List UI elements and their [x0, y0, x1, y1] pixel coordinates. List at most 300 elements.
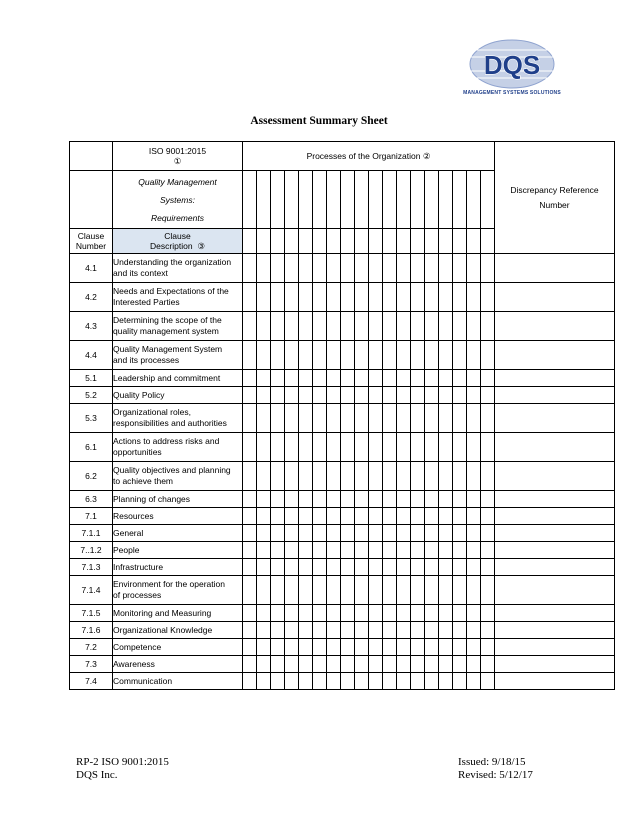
process-check-cell[interactable]: [439, 542, 453, 559]
process-check-cell[interactable]: [299, 673, 313, 690]
process-column-cell[interactable]: [397, 171, 411, 229]
process-check-cell[interactable]: [397, 605, 411, 622]
process-check-cell[interactable]: [257, 673, 271, 690]
process-check-cell[interactable]: [257, 639, 271, 656]
process-check-cell[interactable]: [271, 370, 285, 387]
process-check-cell[interactable]: [425, 542, 439, 559]
process-check-cell[interactable]: [481, 404, 495, 433]
process-check-cell[interactable]: [481, 576, 495, 605]
process-check-cell[interactable]: [313, 576, 327, 605]
process-check-cell[interactable]: [327, 525, 341, 542]
discrepancy-reference-cell[interactable]: [495, 576, 615, 605]
process-check-cell[interactable]: [257, 576, 271, 605]
process-check-cell[interactable]: [425, 576, 439, 605]
process-check-cell[interactable]: [453, 656, 467, 673]
discrepancy-reference-cell[interactable]: [495, 639, 615, 656]
process-check-cell[interactable]: [271, 433, 285, 462]
process-check-cell[interactable]: [411, 542, 425, 559]
process-check-cell[interactable]: [481, 433, 495, 462]
process-check-cell[interactable]: [453, 433, 467, 462]
discrepancy-reference-cell[interactable]: [495, 312, 615, 341]
process-check-cell[interactable]: [425, 312, 439, 341]
process-check-cell[interactable]: [271, 639, 285, 656]
process-check-cell[interactable]: [243, 525, 257, 542]
process-check-cell[interactable]: [285, 622, 299, 639]
process-check-cell[interactable]: [453, 387, 467, 404]
process-check-cell[interactable]: [341, 312, 355, 341]
process-column-cell[interactable]: [285, 171, 299, 229]
process-check-cell[interactable]: [313, 312, 327, 341]
process-check-cell[interactable]: [313, 656, 327, 673]
process-check-cell[interactable]: [313, 542, 327, 559]
process-check-cell[interactable]: [285, 462, 299, 491]
process-check-cell[interactable]: [481, 462, 495, 491]
process-check-cell[interactable]: [453, 673, 467, 690]
process-column-cell[interactable]: [313, 229, 327, 254]
process-check-cell[interactable]: [383, 525, 397, 542]
process-check-cell[interactable]: [467, 433, 481, 462]
process-check-cell[interactable]: [243, 312, 257, 341]
process-check-cell[interactable]: [383, 341, 397, 370]
process-check-cell[interactable]: [271, 341, 285, 370]
discrepancy-reference-cell[interactable]: [495, 542, 615, 559]
process-column-cell[interactable]: [453, 229, 467, 254]
process-column-cell[interactable]: [411, 229, 425, 254]
process-check-cell[interactable]: [481, 312, 495, 341]
process-check-cell[interactable]: [271, 254, 285, 283]
process-check-cell[interactable]: [257, 462, 271, 491]
process-column-cell[interactable]: [397, 229, 411, 254]
process-check-cell[interactable]: [383, 508, 397, 525]
process-check-cell[interactable]: [369, 576, 383, 605]
process-check-cell[interactable]: [397, 491, 411, 508]
process-check-cell[interactable]: [257, 525, 271, 542]
process-check-cell[interactable]: [397, 622, 411, 639]
process-check-cell[interactable]: [299, 283, 313, 312]
process-check-cell[interactable]: [439, 525, 453, 542]
process-check-cell[interactable]: [439, 639, 453, 656]
process-check-cell[interactable]: [411, 387, 425, 404]
process-check-cell[interactable]: [467, 370, 481, 387]
discrepancy-reference-cell[interactable]: [495, 341, 615, 370]
process-check-cell[interactable]: [313, 404, 327, 433]
process-check-cell[interactable]: [327, 559, 341, 576]
process-check-cell[interactable]: [257, 254, 271, 283]
process-check-cell[interactable]: [313, 673, 327, 690]
process-check-cell[interactable]: [327, 576, 341, 605]
process-check-cell[interactable]: [481, 656, 495, 673]
process-check-cell[interactable]: [355, 312, 369, 341]
discrepancy-reference-cell[interactable]: [495, 387, 615, 404]
process-check-cell[interactable]: [341, 559, 355, 576]
process-check-cell[interactable]: [243, 542, 257, 559]
process-check-cell[interactable]: [467, 341, 481, 370]
process-check-cell[interactable]: [355, 622, 369, 639]
process-check-cell[interactable]: [327, 433, 341, 462]
process-check-cell[interactable]: [397, 559, 411, 576]
process-check-cell[interactable]: [299, 341, 313, 370]
process-check-cell[interactable]: [425, 283, 439, 312]
process-column-cell[interactable]: [341, 229, 355, 254]
process-check-cell[interactable]: [467, 542, 481, 559]
process-check-cell[interactable]: [453, 312, 467, 341]
process-check-cell[interactable]: [453, 542, 467, 559]
process-check-cell[interactable]: [243, 370, 257, 387]
process-check-cell[interactable]: [481, 622, 495, 639]
process-check-cell[interactable]: [411, 312, 425, 341]
process-check-cell[interactable]: [467, 254, 481, 283]
process-column-cell[interactable]: [355, 171, 369, 229]
process-check-cell[interactable]: [355, 462, 369, 491]
process-check-cell[interactable]: [271, 656, 285, 673]
process-column-cell[interactable]: [327, 229, 341, 254]
process-check-cell[interactable]: [299, 559, 313, 576]
process-check-cell[interactable]: [467, 576, 481, 605]
process-check-cell[interactable]: [355, 559, 369, 576]
process-check-cell[interactable]: [453, 254, 467, 283]
process-check-cell[interactable]: [425, 462, 439, 491]
process-check-cell[interactable]: [467, 673, 481, 690]
process-check-cell[interactable]: [411, 622, 425, 639]
discrepancy-reference-cell[interactable]: [495, 622, 615, 639]
process-check-cell[interactable]: [299, 254, 313, 283]
process-check-cell[interactable]: [285, 491, 299, 508]
process-check-cell[interactable]: [243, 656, 257, 673]
process-check-cell[interactable]: [313, 254, 327, 283]
process-check-cell[interactable]: [271, 312, 285, 341]
process-check-cell[interactable]: [439, 508, 453, 525]
process-column-cell[interactable]: [467, 229, 481, 254]
process-check-cell[interactable]: [369, 525, 383, 542]
process-check-cell[interactable]: [425, 370, 439, 387]
process-check-cell[interactable]: [453, 525, 467, 542]
process-check-cell[interactable]: [355, 341, 369, 370]
process-check-cell[interactable]: [243, 283, 257, 312]
process-check-cell[interactable]: [383, 254, 397, 283]
process-check-cell[interactable]: [327, 254, 341, 283]
process-check-cell[interactable]: [243, 387, 257, 404]
process-check-cell[interactable]: [467, 605, 481, 622]
process-check-cell[interactable]: [453, 508, 467, 525]
process-check-cell[interactable]: [271, 525, 285, 542]
process-check-cell[interactable]: [397, 576, 411, 605]
process-check-cell[interactable]: [257, 656, 271, 673]
process-check-cell[interactable]: [411, 370, 425, 387]
process-check-cell[interactable]: [369, 605, 383, 622]
process-check-cell[interactable]: [369, 656, 383, 673]
process-check-cell[interactable]: [243, 576, 257, 605]
process-column-cell[interactable]: [439, 229, 453, 254]
process-check-cell[interactable]: [481, 542, 495, 559]
process-check-cell[interactable]: [411, 462, 425, 491]
process-check-cell[interactable]: [341, 404, 355, 433]
process-check-cell[interactable]: [327, 491, 341, 508]
process-column-cell[interactable]: [299, 171, 313, 229]
process-check-cell[interactable]: [481, 673, 495, 690]
process-check-cell[interactable]: [285, 542, 299, 559]
process-check-cell[interactable]: [285, 370, 299, 387]
process-check-cell[interactable]: [355, 433, 369, 462]
process-check-cell[interactable]: [271, 559, 285, 576]
process-column-cell[interactable]: [425, 171, 439, 229]
process-check-cell[interactable]: [425, 491, 439, 508]
process-check-cell[interactable]: [369, 491, 383, 508]
process-check-cell[interactable]: [355, 254, 369, 283]
process-check-cell[interactable]: [285, 387, 299, 404]
process-check-cell[interactable]: [369, 639, 383, 656]
process-check-cell[interactable]: [369, 433, 383, 462]
process-check-cell[interactable]: [299, 370, 313, 387]
process-check-cell[interactable]: [355, 508, 369, 525]
process-check-cell[interactable]: [439, 491, 453, 508]
process-check-cell[interactable]: [285, 605, 299, 622]
process-check-cell[interactable]: [411, 559, 425, 576]
process-check-cell[interactable]: [369, 404, 383, 433]
process-check-cell[interactable]: [425, 525, 439, 542]
process-check-cell[interactable]: [383, 656, 397, 673]
process-column-cell[interactable]: [243, 171, 257, 229]
process-check-cell[interactable]: [383, 542, 397, 559]
process-check-cell[interactable]: [243, 508, 257, 525]
process-check-cell[interactable]: [425, 508, 439, 525]
process-check-cell[interactable]: [327, 605, 341, 622]
process-check-cell[interactable]: [411, 605, 425, 622]
process-check-cell[interactable]: [271, 462, 285, 491]
process-check-cell[interactable]: [285, 639, 299, 656]
process-check-cell[interactable]: [299, 605, 313, 622]
process-check-cell[interactable]: [453, 605, 467, 622]
process-check-cell[interactable]: [243, 341, 257, 370]
process-check-cell[interactable]: [285, 312, 299, 341]
process-check-cell[interactable]: [383, 576, 397, 605]
process-check-cell[interactable]: [397, 312, 411, 341]
process-check-cell[interactable]: [439, 576, 453, 605]
process-check-cell[interactable]: [327, 283, 341, 312]
process-check-cell[interactable]: [271, 491, 285, 508]
process-check-cell[interactable]: [397, 341, 411, 370]
process-check-cell[interactable]: [355, 387, 369, 404]
process-check-cell[interactable]: [285, 341, 299, 370]
process-check-cell[interactable]: [327, 404, 341, 433]
process-check-cell[interactable]: [355, 673, 369, 690]
process-check-cell[interactable]: [257, 312, 271, 341]
process-check-cell[interactable]: [341, 387, 355, 404]
process-check-cell[interactable]: [299, 387, 313, 404]
process-check-cell[interactable]: [439, 283, 453, 312]
process-check-cell[interactable]: [425, 387, 439, 404]
process-check-cell[interactable]: [257, 283, 271, 312]
process-check-cell[interactable]: [439, 673, 453, 690]
process-check-cell[interactable]: [327, 673, 341, 690]
process-check-cell[interactable]: [271, 542, 285, 559]
process-check-cell[interactable]: [313, 508, 327, 525]
process-check-cell[interactable]: [271, 508, 285, 525]
process-check-cell[interactable]: [355, 525, 369, 542]
process-check-cell[interactable]: [313, 559, 327, 576]
process-check-cell[interactable]: [411, 341, 425, 370]
discrepancy-reference-cell[interactable]: [495, 525, 615, 542]
process-check-cell[interactable]: [439, 404, 453, 433]
process-check-cell[interactable]: [341, 370, 355, 387]
process-check-cell[interactable]: [369, 254, 383, 283]
process-column-cell[interactable]: [481, 171, 495, 229]
process-check-cell[interactable]: [327, 508, 341, 525]
process-check-cell[interactable]: [481, 559, 495, 576]
process-column-cell[interactable]: [243, 229, 257, 254]
process-check-cell[interactable]: [299, 508, 313, 525]
process-check-cell[interactable]: [313, 622, 327, 639]
process-column-cell[interactable]: [271, 171, 285, 229]
process-check-cell[interactable]: [299, 462, 313, 491]
process-check-cell[interactable]: [299, 433, 313, 462]
process-check-cell[interactable]: [285, 559, 299, 576]
process-check-cell[interactable]: [369, 673, 383, 690]
process-check-cell[interactable]: [439, 656, 453, 673]
process-check-cell[interactable]: [355, 605, 369, 622]
process-check-cell[interactable]: [355, 656, 369, 673]
process-check-cell[interactable]: [313, 433, 327, 462]
process-check-cell[interactable]: [243, 673, 257, 690]
discrepancy-reference-cell[interactable]: [495, 433, 615, 462]
process-check-cell[interactable]: [285, 433, 299, 462]
process-check-cell[interactable]: [257, 433, 271, 462]
process-check-cell[interactable]: [411, 576, 425, 605]
process-check-cell[interactable]: [285, 404, 299, 433]
process-check-cell[interactable]: [467, 559, 481, 576]
process-column-cell[interactable]: [439, 171, 453, 229]
process-check-cell[interactable]: [397, 254, 411, 283]
process-check-cell[interactable]: [271, 622, 285, 639]
process-check-cell[interactable]: [481, 254, 495, 283]
process-check-cell[interactable]: [397, 283, 411, 312]
process-check-cell[interactable]: [439, 462, 453, 491]
process-check-cell[interactable]: [271, 283, 285, 312]
process-check-cell[interactable]: [243, 639, 257, 656]
process-check-cell[interactable]: [425, 656, 439, 673]
process-check-cell[interactable]: [271, 576, 285, 605]
process-check-cell[interactable]: [481, 491, 495, 508]
process-check-cell[interactable]: [313, 341, 327, 370]
process-check-cell[interactable]: [341, 462, 355, 491]
process-check-cell[interactable]: [425, 341, 439, 370]
process-check-cell[interactable]: [383, 462, 397, 491]
process-check-cell[interactable]: [411, 491, 425, 508]
process-check-cell[interactable]: [369, 508, 383, 525]
process-column-cell[interactable]: [467, 171, 481, 229]
process-check-cell[interactable]: [313, 387, 327, 404]
process-check-cell[interactable]: [425, 639, 439, 656]
process-column-cell[interactable]: [453, 171, 467, 229]
process-check-cell[interactable]: [467, 639, 481, 656]
process-check-cell[interactable]: [439, 370, 453, 387]
process-check-cell[interactable]: [341, 433, 355, 462]
process-check-cell[interactable]: [327, 656, 341, 673]
process-check-cell[interactable]: [299, 491, 313, 508]
process-check-cell[interactable]: [383, 491, 397, 508]
process-check-cell[interactable]: [383, 559, 397, 576]
process-check-cell[interactable]: [341, 341, 355, 370]
process-check-cell[interactable]: [397, 433, 411, 462]
process-check-cell[interactable]: [257, 542, 271, 559]
process-check-cell[interactable]: [341, 605, 355, 622]
process-check-cell[interactable]: [369, 283, 383, 312]
process-check-cell[interactable]: [341, 673, 355, 690]
process-check-cell[interactable]: [327, 542, 341, 559]
process-check-cell[interactable]: [257, 370, 271, 387]
process-check-cell[interactable]: [341, 576, 355, 605]
process-check-cell[interactable]: [467, 508, 481, 525]
process-check-cell[interactable]: [369, 542, 383, 559]
process-check-cell[interactable]: [257, 622, 271, 639]
process-check-cell[interactable]: [425, 673, 439, 690]
process-check-cell[interactable]: [313, 283, 327, 312]
process-column-cell[interactable]: [271, 229, 285, 254]
process-check-cell[interactable]: [341, 491, 355, 508]
process-check-cell[interactable]: [285, 576, 299, 605]
process-check-cell[interactable]: [425, 433, 439, 462]
process-check-cell[interactable]: [453, 559, 467, 576]
process-check-cell[interactable]: [467, 622, 481, 639]
process-check-cell[interactable]: [299, 622, 313, 639]
process-check-cell[interactable]: [327, 622, 341, 639]
discrepancy-reference-cell[interactable]: [495, 605, 615, 622]
process-check-cell[interactable]: [369, 462, 383, 491]
discrepancy-reference-cell[interactable]: [495, 673, 615, 690]
process-check-cell[interactable]: [467, 283, 481, 312]
process-check-cell[interactable]: [481, 341, 495, 370]
process-check-cell[interactable]: [467, 491, 481, 508]
process-check-cell[interactable]: [411, 404, 425, 433]
process-check-cell[interactable]: [369, 387, 383, 404]
process-check-cell[interactable]: [243, 433, 257, 462]
process-check-cell[interactable]: [285, 254, 299, 283]
process-check-cell[interactable]: [397, 639, 411, 656]
process-check-cell[interactable]: [299, 525, 313, 542]
process-column-cell[interactable]: [327, 171, 341, 229]
process-check-cell[interactable]: [397, 462, 411, 491]
process-check-cell[interactable]: [411, 254, 425, 283]
process-check-cell[interactable]: [285, 283, 299, 312]
process-check-cell[interactable]: [397, 370, 411, 387]
process-column-cell[interactable]: [369, 229, 383, 254]
process-check-cell[interactable]: [369, 370, 383, 387]
discrepancy-reference-cell[interactable]: [495, 491, 615, 508]
process-check-cell[interactable]: [299, 312, 313, 341]
process-check-cell[interactable]: [327, 370, 341, 387]
process-check-cell[interactable]: [313, 639, 327, 656]
process-check-cell[interactable]: [397, 508, 411, 525]
process-check-cell[interactable]: [453, 622, 467, 639]
discrepancy-reference-cell[interactable]: [495, 462, 615, 491]
process-check-cell[interactable]: [425, 622, 439, 639]
process-check-cell[interactable]: [285, 673, 299, 690]
process-check-cell[interactable]: [383, 283, 397, 312]
process-column-cell[interactable]: [369, 171, 383, 229]
process-column-cell[interactable]: [257, 171, 271, 229]
process-check-cell[interactable]: [453, 404, 467, 433]
process-check-cell[interactable]: [383, 639, 397, 656]
process-check-cell[interactable]: [327, 387, 341, 404]
process-check-cell[interactable]: [243, 491, 257, 508]
process-column-cell[interactable]: [299, 229, 313, 254]
process-check-cell[interactable]: [257, 404, 271, 433]
process-check-cell[interactable]: [299, 639, 313, 656]
process-check-cell[interactable]: [327, 312, 341, 341]
discrepancy-reference-cell[interactable]: [495, 508, 615, 525]
discrepancy-reference-cell[interactable]: [495, 559, 615, 576]
process-check-cell[interactable]: [243, 559, 257, 576]
process-check-cell[interactable]: [299, 656, 313, 673]
